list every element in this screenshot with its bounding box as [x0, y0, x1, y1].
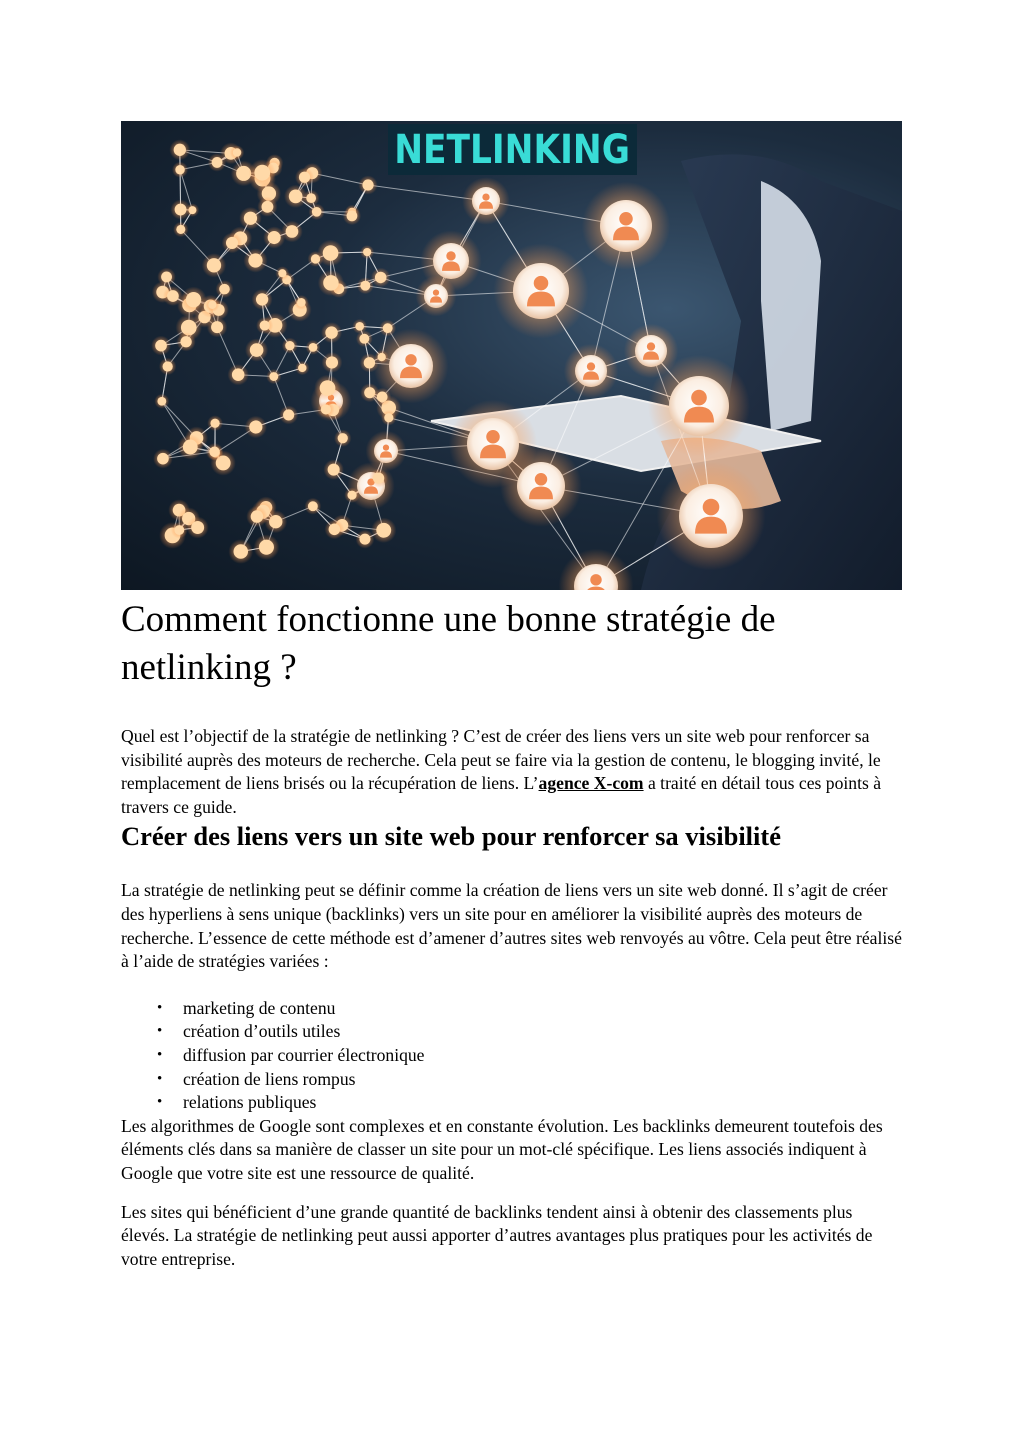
strategies-list — [121, 997, 903, 1115]
paragraph-definition: La stratégie de netlinking peut se définir comme la création de liens vers un site web donné. Il s’agit de créer des hyperliens à sens unique (backlinks) vers un site pour en améliorer la visibilité auprès des moteurs de recherche. L’essence de cette méthode est d’amener d’autres sites web renvoyés au vôtre. Cela peut être réalisé à l’aide de stratégies variées : — [121, 880, 902, 972]
paragraph-algorithms: Les algorithmes de Google sont complexes et en constante évolution. Les backlinks demeurent toutefois des éléments clés dans sa manière de classer un site pour un mot-clé spécifique. Les liens associés indiquent à Google que votre site est une ressource de qualité. — [121, 1115, 883, 1183]
list-item: • création d’outils utiles — [183, 1020, 903, 1044]
agence-x-com-link[interactable]: agence X-com — [538, 773, 644, 794]
banner-text: NETLINKING — [394, 126, 631, 173]
intro-paragraph — [121, 725, 903, 819]
list-item: • création de liens rompus — [183, 1068, 903, 1092]
document-page — [121, 121, 903, 1271]
intro-text-end: a traité en détail tous ces points à travers ce guide. — [121, 773, 882, 817]
list-item: • marketing de contenu — [183, 997, 903, 1021]
list-item: • diffusion par courrier électronique — [183, 1044, 903, 1068]
network-illustration — [121, 121, 902, 590]
section-heading: Créer des liens vers un site web pour renforcer sa visibilité — [121, 821, 781, 852]
list-item: • relations publiques — [183, 1091, 903, 1115]
netlinking-banner — [388, 124, 637, 175]
page-title: Comment fonctionne une bonne stratégie de netlinking ? — [121, 599, 776, 688]
paragraph-rankings: Les sites qui bénéficient d’une grande quantité de backlinks tendent ainsi à obtenir des classements plus élevés. La stratégie de netlinking peut aussi apporter d’autres avantages plus pratiques pour les activités de votre entreprise. — [121, 1201, 873, 1269]
intro-text-start: Quel est l’objectif de la stratégie de netlinking ? C’est de créer des liens vers un site web pour renforcer sa visibilité auprès des moteurs de recherche. Cela peut se faire via la gestion de contenu, le blogging invité, le remplacement de liens brisés ou la récupération de liens. L’ — [121, 726, 881, 794]
hero-image — [121, 121, 902, 590]
